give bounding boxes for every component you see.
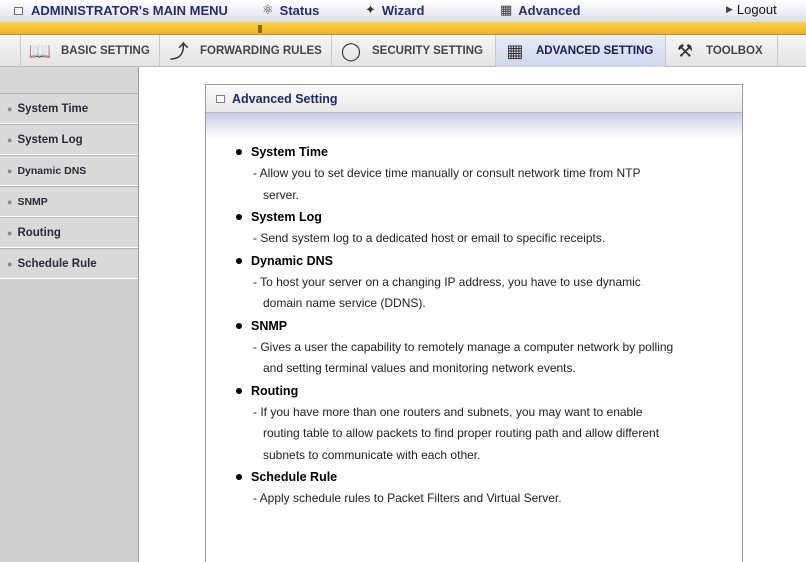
bullet-icon: ● [7, 227, 13, 238]
advanced-link[interactable] [500, 2, 580, 18]
entry-desc-line: subnets to communicate with each other. [263, 447, 481, 462]
bullet-icon: ● [7, 134, 13, 145]
wizard-link[interactable] [365, 2, 424, 18]
main-menu-title [14, 3, 228, 18]
advanced-link-label: Advanced [518, 2, 581, 18]
list-item [236, 208, 736, 250]
sidebar-item-label: Routing [17, 226, 61, 239]
tab-forwarding-rules-label: FORWARDING RULES [200, 45, 322, 57]
panel-title: Advanced Setting [232, 91, 338, 106]
bullet-icon: ● [7, 258, 13, 269]
entry-title [236, 208, 736, 226]
toolbox-icon: ⚒ [676, 40, 694, 61]
top-menu-bar [0, 0, 806, 22]
security-setting-icon: ◯ [340, 40, 362, 61]
wizard-link-label: Wizard [381, 2, 425, 18]
logout-arrow-icon: ▶ [726, 4, 733, 14]
entry-desc-line: server. [263, 187, 300, 202]
list-item [236, 468, 736, 510]
sidebar [0, 67, 139, 562]
entry-description [236, 402, 736, 467]
advanced-icon: ▦ [500, 2, 513, 17]
advanced-setting-panel [205, 84, 743, 562]
sidebar-item-label: System Time [17, 102, 89, 115]
entry-title-text: System Time [251, 145, 328, 159]
entry-title-text: SNMP [251, 318, 288, 333]
bullet-dot-icon [236, 388, 242, 394]
list-item [236, 252, 736, 315]
entry-desc-line: domain name service (DDNS). [263, 296, 426, 310]
tab-advanced-setting-label: ADVANCED SETTING [536, 45, 654, 57]
header-accent-strip [0, 22, 806, 35]
sidebar-item-label: Dynamic DNS [17, 164, 87, 177]
list-item [236, 382, 736, 467]
sidebar-item-label: System Log [17, 133, 83, 146]
entry-title [236, 468, 736, 486]
status-link[interactable] [262, 2, 319, 18]
status-icon: ⚛ [262, 2, 274, 17]
bullet-icon: ● [7, 196, 13, 207]
basic-setting-icon: 📖 [28, 40, 52, 61]
panel-gradient-band [206, 113, 742, 139]
entry-title [236, 252, 736, 270]
entry-description [236, 337, 736, 380]
bullet-dot-icon [236, 258, 242, 264]
entry-desc-line: - Gives a user the capability to remotely manage a computer network by polling [253, 339, 674, 354]
tab-basic-setting-label: BASIC SETTING [61, 45, 150, 57]
wizard-icon: ✦ [365, 2, 376, 17]
sidebar-item-system-time[interactable] [0, 93, 138, 124]
sidebar-item-label: SNMP [17, 195, 48, 208]
forwarding-rules-icon: ⤴ [170, 42, 188, 62]
entry-title [236, 317, 736, 335]
status-link-label: Status [279, 2, 320, 18]
bullet-dot-icon [236, 474, 242, 480]
list-item [236, 317, 736, 380]
feature-list [236, 143, 736, 512]
entry-desc-line: - If you have more than one routers and subnets, you may want to enable [253, 404, 643, 419]
entry-title [236, 382, 736, 400]
tab-security-setting[interactable] [332, 35, 496, 67]
tab-bar [0, 35, 806, 67]
entry-description [236, 272, 736, 315]
bullet-dot-icon [236, 149, 242, 155]
main-menu-title-text: ADMINISTRATOR's MAIN MENU [31, 3, 228, 18]
tab-security-setting-label: SECURITY SETTING [372, 45, 483, 57]
tab-toolbox[interactable] [666, 35, 778, 67]
entry-description [236, 163, 736, 206]
sidebar-item-schedule-rule[interactable] [0, 248, 138, 279]
entry-desc-line: - Send system log to a dedicated host or email to specific receipts. [253, 231, 606, 245]
tab-basic-setting[interactable] [20, 35, 160, 67]
logout-link[interactable] [726, 2, 777, 17]
sidebar-item-routing[interactable] [0, 217, 138, 248]
entry-title-text: Schedule Rule [251, 470, 338, 484]
entry-desc-line: and setting terminal values and monitoring network events. [263, 361, 576, 375]
logout-link-label: Logout [736, 2, 777, 17]
menu-box-icon [14, 7, 23, 15]
tab-toolbox-label: TOOLBOX [706, 45, 763, 57]
advanced-setting-icon: ▦ [506, 40, 524, 61]
bullet-icon: ● [7, 165, 13, 176]
panel-header [206, 85, 742, 113]
tab-forwarding-rules[interactable] [160, 35, 332, 67]
entry-title-text: System Log [251, 210, 322, 224]
strip-marker [258, 25, 262, 33]
entry-description [236, 488, 736, 510]
sidebar-top-spacer [0, 67, 138, 93]
entry-title-text: Dynamic DNS [251, 253, 333, 268]
bullet-icon: ● [7, 103, 13, 114]
entry-desc-line: - Allow you to set device time manually or consult network time from NTP [253, 166, 641, 180]
entry-desc-line: - To host your server on a changing IP address, you have to use dynamic [253, 274, 641, 289]
entry-desc-line: routing table to allow packets to find proper routing path and allow different [263, 426, 660, 440]
list-item [236, 143, 736, 206]
bullet-dot-icon [236, 323, 242, 329]
entry-desc-line: - Apply schedule rules to Packet Filters and Virtual Server. [253, 491, 562, 505]
sidebar-item-label: Schedule Rule [17, 257, 97, 270]
entry-title [236, 143, 736, 161]
sidebar-item-dynamic-dns[interactable] [0, 155, 138, 186]
panel-box-icon [216, 95, 225, 103]
sidebar-item-snmp[interactable] [0, 186, 138, 217]
bullet-dot-icon [236, 214, 242, 220]
entry-title-text: Routing [251, 383, 299, 398]
sidebar-item-system-log[interactable] [0, 124, 138, 155]
tab-advanced-setting[interactable] [496, 35, 666, 67]
entry-description [236, 228, 736, 250]
